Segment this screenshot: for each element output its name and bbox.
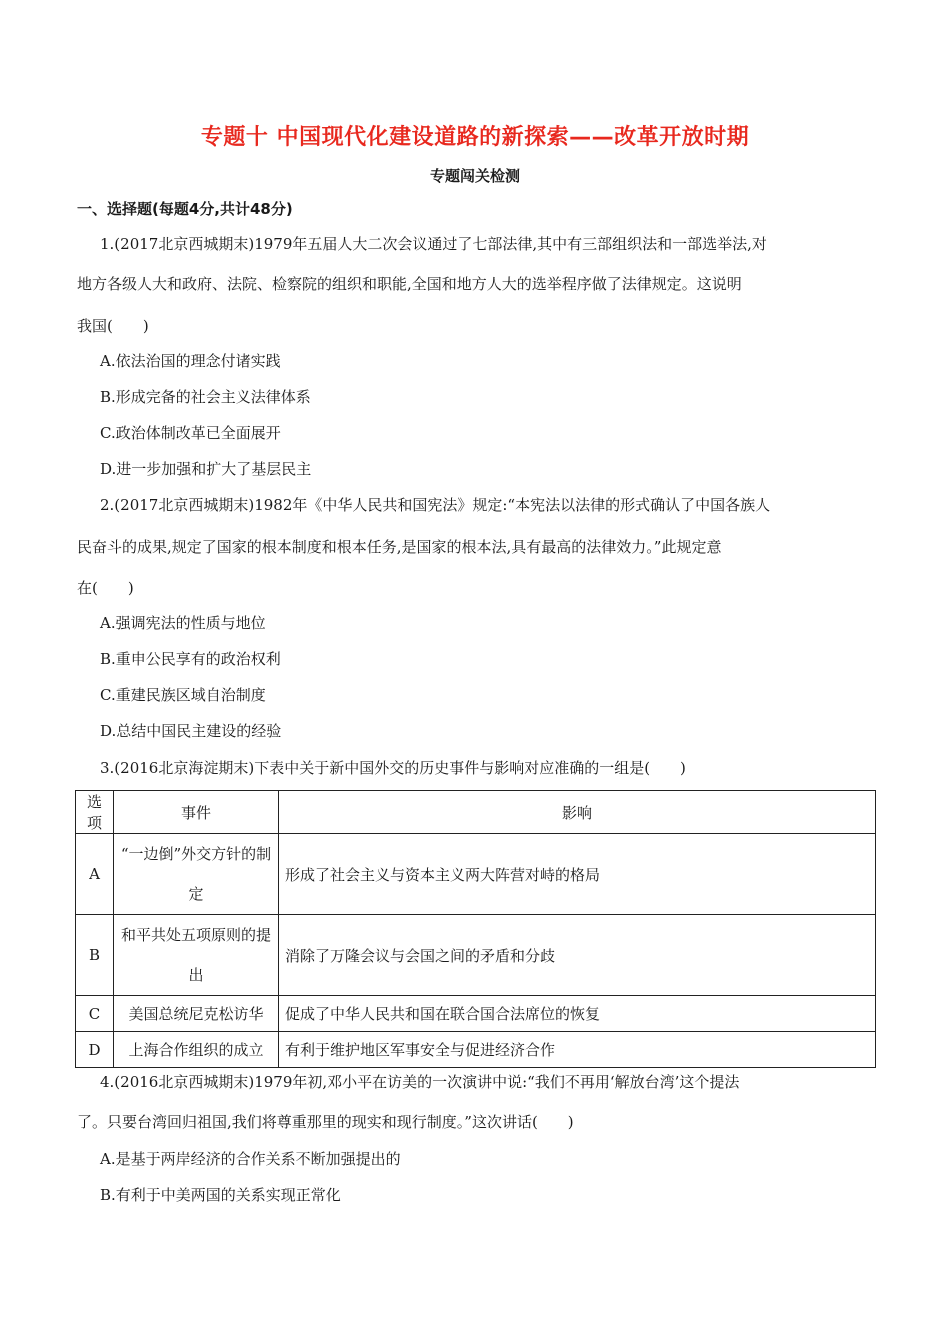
row-event: 上海合作组织的成立 [114, 1032, 279, 1068]
row-effect: 消除了万隆会议与会国之间的矛盾和分歧 [279, 915, 876, 996]
table-row [76, 915, 876, 996]
row-option: D [76, 1032, 114, 1068]
row-effect: 有利于维护地区军事安全与促进经济合作 [279, 1032, 876, 1068]
q2-option-d: D.总结中国民主建设的经验 [100, 722, 282, 740]
q4-line-2: 了。只要台湾回归祖国,我们将尊重那里的现实和现行制度。”这次讲话( ) [77, 1113, 574, 1131]
q3-table [75, 790, 876, 1068]
table-header-row [76, 791, 876, 834]
table-row [76, 834, 876, 915]
q4-option-b: B.有利于中美两国的关系实现正常化 [100, 1186, 341, 1204]
row-effect: 形成了社会主义与资本主义两大阵营对峙的格局 [279, 834, 876, 915]
q2-option-a: A.强调宪法的性质与地位 [100, 614, 266, 632]
section-heading: 一、选择题(每题4分,共计48分) [77, 200, 293, 218]
table-header-event: 事件 [114, 791, 279, 834]
q2-line-1: 2.(2017北京西城期末)1982年《中华人民共和国宪法》规定:“本宪法以法律的形式确认了中国各族人 [100, 496, 771, 514]
q4-option-a: A.是基于两岸经济的合作关系不断加强提出的 [100, 1150, 401, 1168]
table-header-effect: 影响 [279, 791, 876, 834]
q1-option-a: A.依法治国的理念付诸实践 [100, 352, 281, 370]
q1-line-2: 地方各级人大和政府、法院、检察院的组织和职能,全国和地方人大的选举程序做了法律规定。这说明 [77, 275, 742, 293]
row-event: 和平共处五项原则的提出 [114, 915, 279, 996]
q2-line-3: 在( ) [77, 579, 134, 597]
page-title: 专题十 中国现代化建设道路的新探索——改革开放时期 [200, 125, 750, 150]
row-event: “一边倒”外交方针的制定 [114, 834, 279, 915]
q4-line-1: 4.(2016北京西城期末)1979年初,邓小平在访美的一次演讲中说:“我们不再用‘解放台湾’这个提法 [100, 1073, 740, 1091]
q1-option-d: D.进一步加强和扩大了基层民主 [100, 460, 312, 478]
row-event: 美国总统尼克松访华 [114, 996, 279, 1032]
row-option: B [76, 915, 114, 996]
table-row [76, 996, 876, 1032]
q2-option-c: C.重建民族区域自治制度 [100, 686, 266, 704]
q1-option-c: C.政治体制改革已全面展开 [100, 424, 281, 442]
row-effect: 促成了中华人民共和国在联合国合法席位的恢复 [279, 996, 876, 1032]
q3-line: 3.(2016北京海淀期末)下表中关于新中国外交的历史事件与影响对应准确的一组是( ) [100, 759, 686, 777]
q1-line-3: 我国( ) [77, 317, 149, 335]
row-option: A [76, 834, 114, 915]
row-option: C [76, 996, 114, 1032]
q2-line-2: 民奋斗的成果,规定了国家的根本制度和根本任务,是国家的根本法,具有最高的法律效力。”此规定意 [77, 538, 722, 556]
q1-line-1: 1.(2017北京西城期末)1979年五届人大二次会议通过了七部法律,其中有三部组织法和一部选举法,对 [100, 235, 767, 253]
q2-option-b: B.重申公民享有的政治权利 [100, 650, 281, 668]
table-row [76, 1032, 876, 1068]
table-header-option: 选项 [76, 791, 114, 834]
page-subtitle: 专题闯关检测 [429, 167, 520, 185]
q1-option-b: B.形成完备的社会主义法律体系 [100, 388, 311, 406]
